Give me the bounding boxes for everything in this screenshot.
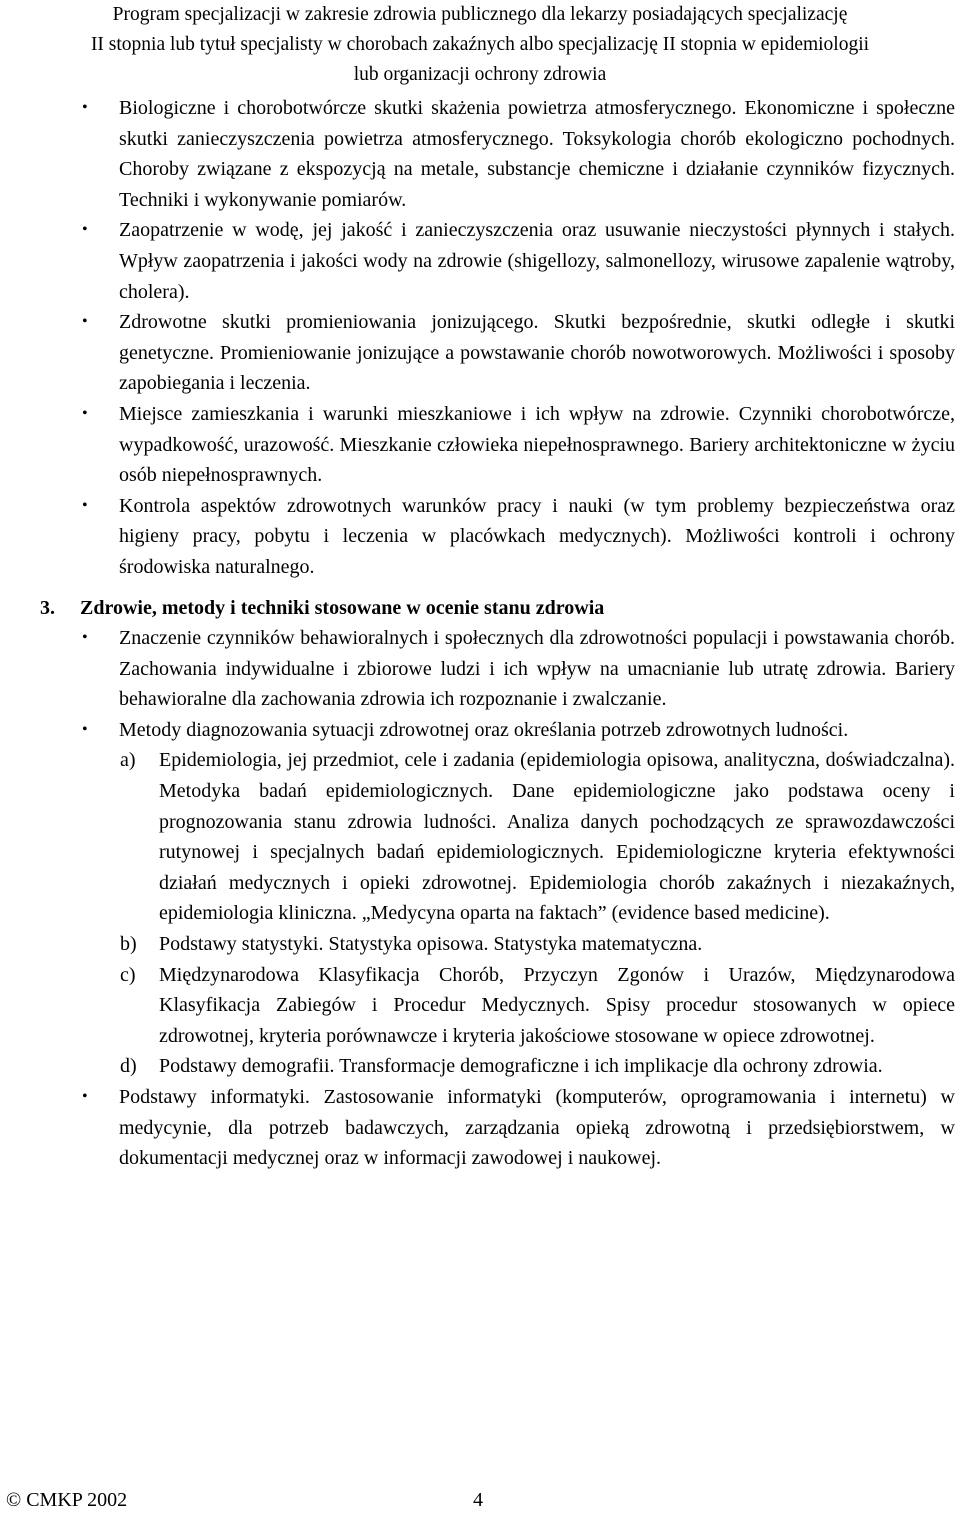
list-item-text: Kontrola aspektów zdrowotnych warunków pracy i nauki (w tym problemy bezpieczeństwa oraz higieny pracy, pobytu i leczenia w placówkach medycznych). Możliwości kontroli i ochrony środowiska naturalnego.: [119, 494, 955, 578]
list-item-text: Zaopatrzenie w wodę, jej jakość i zanieczyszczenia oraz usuwanie nieczystości płynnych i stałych. Wpływ zaopatrzenia i jakości wody na zdrowie (shigellozy, salmonellozy, wirusowe zapalenie wątroby, cholera).: [119, 219, 955, 303]
list-item-text: Metody diagnozowania sytuacji zdrowotnej oraz określania potrzeb zdrowotnych ludności.: [119, 718, 849, 741]
bullet-icon: •: [82, 221, 88, 239]
sub-item-label: d): [120, 1055, 137, 1078]
sub-item-text: Podstawy demografii. Transformacje demograficzne i ich implikacje dla ochrony zdrowia.: [159, 1055, 883, 1078]
section-3-heading: [0, 593, 955, 624]
list-item-text: Zdrowotne skutki promieniowania jonizującego. Skutki bezpośrednie, skutki odległe i skutki genetyczne. Promieniowanie jonizujące a powstawanie chorób nowotworowych. Możliwości i sposoby zapobiegania i leczenia.: [119, 311, 955, 395]
sub-list-item: [119, 929, 955, 960]
sub-item-text: Międzynarodowa Klasyfikacja Chorób, Przyczyn Zgonów i Urazów, Międzynarodowa Klasyfikacja Zabiegów i Procedur Medycznych. Spisy procedur stosowanych w opiece zdrowotnej, kryteria porównawcze i kryteria jakościowe stosowane w opiece zdrowotnej.: [159, 963, 955, 1047]
list-item: [0, 491, 955, 583]
bullet-icon: •: [82, 720, 88, 738]
list-item: [0, 215, 955, 307]
list-item: [0, 623, 955, 715]
sub-item-text: Epidemiologia, jej przedmiot, cele i zadania (epidemiologia opisowa, analityczna, doświadczalna). Metodyka badań epidemiologicznych. Dane epidemiologiczne jako podstawa oceny i prognozowania stanu zdrowia ludności. Analiza danych pochodzących ze sprawozdawczości rutynowej i specjalnych badań epidemiologicznych. Epidemiologiczne kryteria efektywności działań medycznych i opieki zdrowotnej. Epidemiologia chorób zakaźnych i niezakaźnych, epidemiologia kliniczna. „Medycyna oparta na faktach” (evidence based medicine).: [159, 749, 955, 925]
bullet-icon: •: [82, 629, 88, 647]
sub-list-item: [119, 745, 955, 929]
sub-item-text: Podstawy statystyki. Statystyka opisowa. Statystyka matematyczna.: [159, 933, 703, 956]
header-line-1: Program specjalizacji w zakresie zdrowia publicznego dla lekarzy posiadających specjalizację: [112, 4, 848, 25]
section-2-bullet-list: [0, 93, 955, 583]
sub-item-label: a): [120, 749, 136, 772]
sub-list-item: [119, 960, 955, 1052]
bullet-icon: •: [82, 99, 88, 116]
sub-list-item: [119, 1051, 955, 1082]
header-line-3: lub organizacji ochrony zdrowia: [353, 64, 607, 85]
section-3-bullet-list: [0, 623, 955, 1174]
list-item-text: Biologiczne i chorobotwórcze skutki skażenia powietrza atmosferycznego. Ekonomiczne i społeczne skutki zanieczyszczenia powietrza atmosferycznego. Toksykologia chorób ekologiczno pochodnych. Choroby związane z ekspozycją na metale, substancje chemiczne i działanie czynników fizycznych. Techniki i wykonywanie pomiarów.: [119, 97, 955, 211]
list-item: [0, 1082, 955, 1174]
sub-item-label: b): [120, 933, 137, 956]
sub-item-label: c): [120, 963, 136, 986]
list-item-text: Znaczenie czynników behawioralnych i społecznych dla zdrowotności populacji i powstawania chorób. Zachowania indywidualne i zbiorowe ludzi i ich wpływ na umacnianie lub utratę zdrowia. Bariery behawioralne dla zachowania zdrowia ich rozpoznanie i zwalczanie.: [119, 627, 955, 711]
list-item: [0, 399, 955, 491]
sub-list: [119, 745, 955, 1082]
list-item-text: Miejsce zamieszkania i warunki mieszkaniowe i ich wpływ na zdrowie. Czynniki chorobotwórcze, wypadkowość, urazowość. Mieszkanie człowieka niepełnosprawnego. Bariery architektoniczne w życiu osób niepełnosprawnych.: [119, 402, 955, 487]
page-header: [0, 0, 960, 90]
list-item: [0, 93, 955, 215]
list-item-text: Podstawy informatyki. Zastosowanie informatyki (komputerów, oprogramowania i internetu) w medycynie, dla potrzeb badawczych, zarządzania opieką zdrowotną i przedsiębiorstwem, w dokumentacji medycznej oraz w informacji zawodowej i naukowej.: [119, 1086, 955, 1170]
section-number: 3.: [40, 596, 55, 619]
page-content: [0, 93, 955, 1174]
bullet-icon: •: [82, 496, 88, 514]
bullet-icon: •: [82, 1088, 88, 1105]
header-line-2: II stopnia lub tytuł specjalisty w chorobach zakaźnych albo specjalizację II stopnia w epidemiologii: [90, 34, 870, 55]
list-item: [0, 307, 955, 399]
bullet-icon: •: [82, 313, 88, 331]
list-item: [0, 715, 955, 1082]
section-title: Zdrowie, metody i techniki stosowane w ocenie stanu zdrowia: [80, 596, 605, 619]
copyright-text: © CMKP 2002: [6, 1489, 128, 1511]
page-number: 4: [473, 1489, 483, 1511]
bullet-icon: •: [82, 404, 88, 422]
